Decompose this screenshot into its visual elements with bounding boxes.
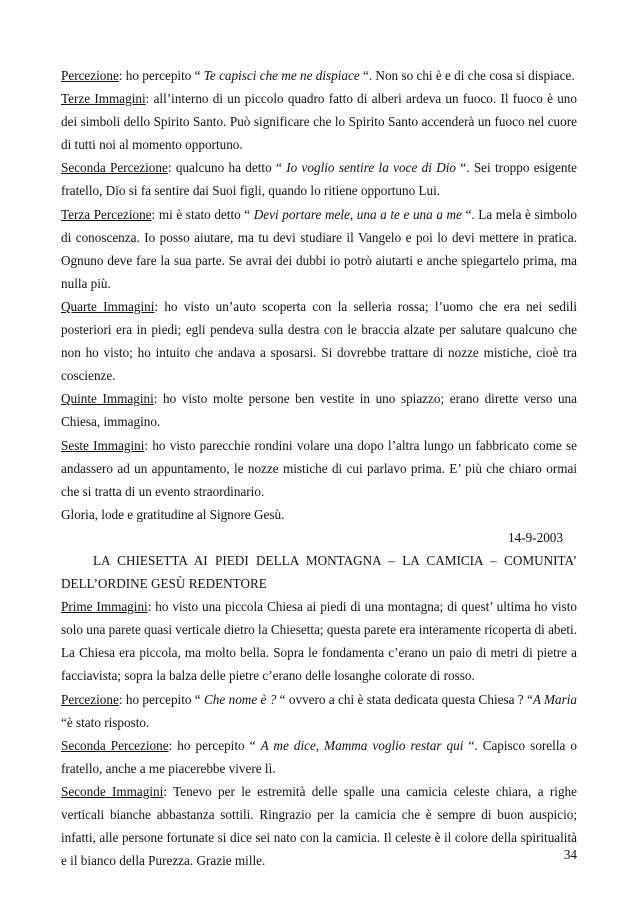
paragraph: [61, 434, 577, 503]
quoted-text: Io voglio sentire la voce di Dio: [286, 160, 457, 176]
paragraph-text: “ ovvero a chi è stata dedicata questa Chiesa ? “: [276, 691, 533, 707]
paragraph-text: “è stato risposto.: [61, 714, 150, 730]
section-label: Seste Immagini: [61, 437, 145, 453]
paragraph-text: : Tenevo per le estremità delle spalle una camicia celeste chiara, a righe verticali bianche abbastanza sottili. Ringrazio per la camicia che è sempre di buon auspicio; infatti, alle persone fortunate si dice sei nato con la camicia. Il celeste è il colore della spiritualità e il bianco della Purezza. Grazie mille.: [61, 783, 578, 869]
paragraph: [61, 87, 577, 156]
paragraph: [61, 387, 577, 433]
paragraph: [61, 734, 577, 780]
section-label: Prime Immagini: [61, 599, 148, 615]
page-number: 34: [563, 847, 577, 862]
paragraph: [61, 595, 577, 687]
paragraph-text: : ho visto parecchie rondini volare una dopo l’altra lungo un fabbricato come se andassero ad un appuntamento, le nozze mistiche di cui parlavo prima. E’ più che chiaro ormai che si tratta di un evento straordinario.: [61, 437, 577, 499]
quoted-text: Devi portare mele, una a te e una a me: [253, 206, 462, 222]
page-content: [61, 64, 577, 872]
paragraph: [61, 203, 577, 295]
paragraph-text: : mi è stato detto “: [151, 206, 254, 222]
paragraph-text: Gloria, lode e gratitudine al Signore Gesù.: [61, 506, 285, 522]
paragraph-text: “. Capisco sorella o fratello, anche a me piacerebbe vivere lì.: [61, 737, 577, 776]
paragraph-text: : ho percepito “: [168, 737, 261, 753]
section-label: Quarte Immagini: [61, 298, 155, 314]
quoted-text: A me dice, Mamma voglio restar qui: [260, 737, 464, 753]
section-label: Seconda Percezione: [61, 737, 169, 753]
section-heading: LA CHIESETTA AI PIEDI DELLA MONTAGNA – LA CAMICIA – COMUNITA’ DELL’ORDINE GESÙ REDENTORE: [61, 552, 577, 592]
paragraph: [61, 295, 577, 387]
paragraph-text: : ho visto una piccola Chiesa ai piedi di una montagna; di quest’ ultima ho visto solo una parete quasi verticale dietro la Chiesetta; questa parete era interamente ricoperta di abeti. La Chiesa era piccola, ma molto bella. Sopra le fondamenta c’erano un paio di metri di pietre a facciavista; sopra la balza delle pietre c’erano delle losanghe colorate di rosso.: [61, 599, 577, 684]
section-label: Quinte Immagini: [61, 391, 154, 407]
quoted-text: Te capisci che me ne dispiace: [203, 68, 360, 83]
entry-date: 14-9-2003: [508, 529, 563, 545]
section-label: Terza Percezione: [61, 206, 152, 222]
paragraph-text: “. La mela è simbolo di conoscenza. Io posso aiutare, ma tu devi studiare il Vangelo e poi lo devi mettere in pratica. Ognuno deve fare la sua parte. Se avrai dei dubbi io potrò aiutarti e anche spiegartelo prima, ma nulla più.: [61, 206, 578, 291]
paragraph-text: : all’interno di un piccolo quadro fatto di alberi ardeva un fuoco. Il fuoco è uno dei simboli dello Spirito Santo. Può significare che lo Spirito Santo accenderà un fuoco nel cuore di tutti noi al momento opportuno.: [61, 91, 577, 153]
quoted-text: A Maria: [532, 691, 577, 707]
paragraph: [61, 503, 577, 526]
section-label: Seconde Immagini: [61, 783, 164, 799]
paragraph-text: “. Non so chi è e di che cosa si dispiace.: [359, 68, 575, 83]
section-label: Percezione: [61, 68, 119, 83]
section-label: Terze Immagini: [61, 91, 146, 107]
section-label: Percezione: [61, 691, 119, 707]
paragraph: [61, 156, 577, 202]
paragraph-text: : ho percepito “: [118, 691, 205, 707]
paragraph-text: : qualcuno ha detto “: [167, 160, 287, 176]
paragraph: [61, 688, 577, 734]
paragraph-text: : ho visto un’auto scoperta con la selleria rossa; l’uomo che era nei sedili posteriori era in piedi; egli pendeva sulla destra con le braccia alzate per salutare qualcuno che non ho visto; ho intuito che andava a sposarsi. Si dovrebbe trattare di nozze mistiche, cioè tra coscienze.: [61, 298, 578, 384]
paragraph-text: “. Sei troppo esigente fratello, Dio si fa sentire dai Suoi figli, quando lo ritiene opportuno Lui.: [61, 160, 577, 199]
section-label: Seconda Percezione: [61, 160, 168, 176]
paragraph-text: : ho visto molte persone ben vestite in uno spiazzo; erano dirette verso una Chiesa, immagino.: [61, 391, 578, 430]
paragraph-text: : ho percepito “: [118, 68, 204, 83]
paragraph: [61, 64, 577, 87]
quoted-text: Che nome è ?: [204, 691, 277, 707]
